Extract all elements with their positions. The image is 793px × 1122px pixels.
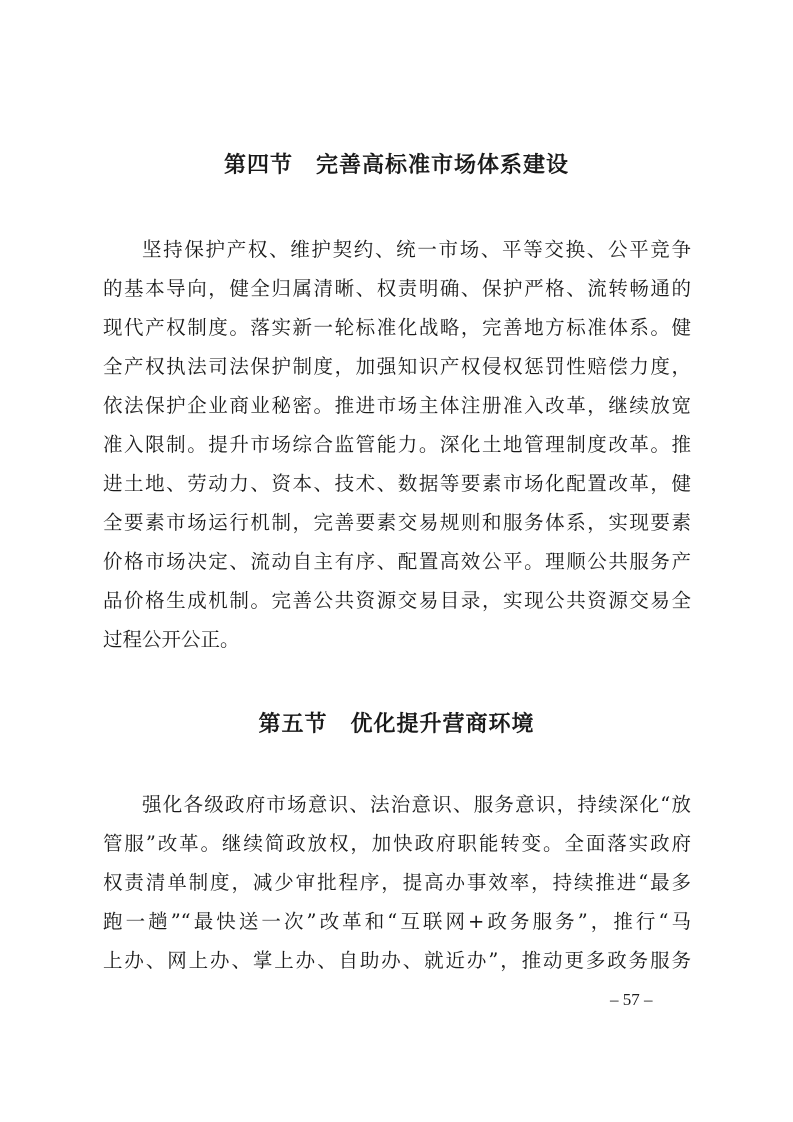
paragraph-line: 上办、网上办、掌上办、自助办、就近办”，推动更多政务服务 [103, 949, 691, 972]
paragraph-line: 现代产权制度。落实新一轮标准化战略，完善地方标准体系。健 [103, 316, 691, 339]
paragraph-line: 全产权执法司法保护制度，加强知识产权侵权惩罚性赔偿力度， [103, 355, 691, 378]
paragraph-line: 跑一趟”“最快送一次”改革和“互联网+政务服务”，推行“马 [103, 910, 691, 933]
section-5-heading: 第五节 优化提升营商环境 [258, 711, 535, 737]
paragraph-line: 管服”改革。继续简政放权，加快政府职能转变。全面落实政府 [103, 832, 691, 855]
paragraph-line: 准入限制。提升市场综合监管能力。深化土地管理制度改革。推 [103, 433, 691, 456]
section-5-paragraph [103, 785, 691, 980]
paragraph-line: 权责清单制度，减少审批程序，提高办事效率，持续推进“最多 [103, 871, 691, 894]
paragraph-line: 全要素市场运行机制，完善要素交易规则和服务体系，实现要素 [103, 511, 691, 534]
section-4-heading: 第四节 完善高标准市场体系建设 [223, 152, 569, 178]
paragraph-line: 依法保护企业商业秘密。推进市场主体注册准入改革，继续放宽 [103, 394, 691, 417]
paragraph-line: 进土地、劳动力、资本、技术、数据等要素市场化配置改革，健 [103, 472, 691, 495]
paragraph-line: 品价格生成机制。完善公共资源交易目录，实现公共资源交易全 [103, 589, 691, 612]
paragraph-line: 价格市场决定、流动自主有序、配置高效公平。理顺公共服务产 [103, 550, 691, 573]
paragraph-line: 强化各级政府市场意识、法治意识、服务意识，持续深化“放 [142, 793, 691, 816]
paragraph-line: 过程公开公正。 [103, 628, 240, 651]
page-number: – 57 – [610, 990, 653, 1009]
section-4-paragraph [103, 230, 691, 659]
paragraph-line: 坚持保护产权、维护契约、统一市场、平等交换、公平竞争 [142, 238, 691, 261]
paragraph-line: 的基本导向，健全归属清晰、权责明确、保护严格、流转畅通的 [103, 277, 691, 300]
